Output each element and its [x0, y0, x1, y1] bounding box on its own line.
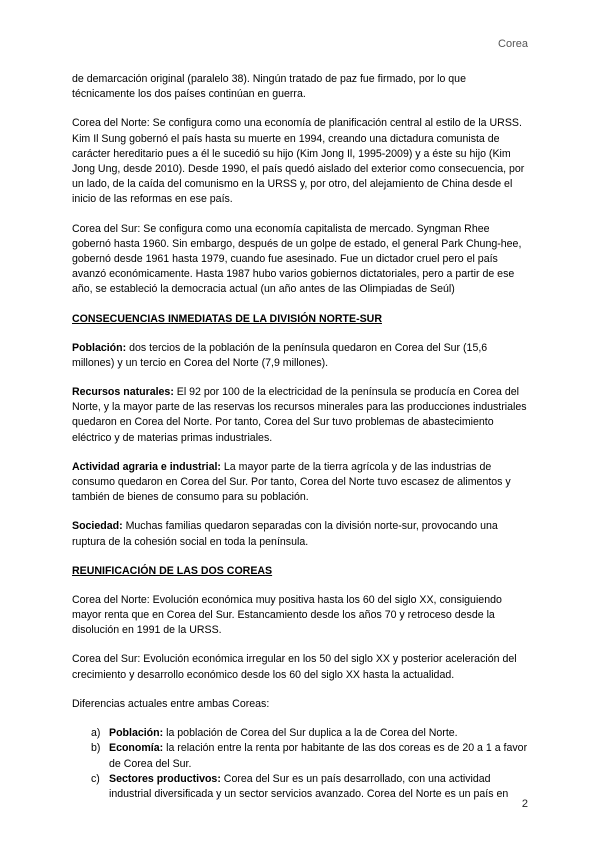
page-header-title: Corea	[498, 38, 528, 50]
item-sociedad	[72, 519, 528, 549]
list-item-text: Corea del Sur es un país desarrollado, con una actividad industrial diversificada y un sector servicios avanzado. Corea del Norte es un país en	[109, 772, 509, 800]
section-heading-reunificacion: REUNIFICACIÓN DE LAS DOS COREAS	[72, 564, 273, 577]
item-label: Sociedad:	[72, 520, 123, 533]
item-text: Muchas familias quedaron separadas con la división norte-sur, provocando una ruptura de la cohesión social en toda la península.	[72, 520, 498, 548]
item-recursos-naturales	[72, 385, 528, 446]
item-actividad-agraria	[72, 460, 528, 506]
list-item-label: Población:	[109, 727, 164, 740]
list-item	[72, 772, 528, 802]
list-item-label: Economía:	[109, 742, 164, 755]
item-label: Recursos naturales:	[72, 386, 174, 399]
paragraph-demarcation: de demarcación original (paralelo 38). Ningún tratado de paz fue firmado, por lo que técnicamente los dos países continúan en guerra.	[72, 73, 466, 101]
item-label: Actividad agraria e industrial:	[72, 460, 221, 473]
diferencias-list	[72, 726, 528, 802]
paragraph-evolucion-sur: Corea del Sur: Evolución económica irregular en los 50 del siglo XX y posterior aceleración del crecimiento y desarrollo económico desde los 60 del siglo XX hasta la actualidad.	[72, 653, 517, 681]
list-item-text: la relación entre la renta por habitante de las dos coreas es de 20 a 1 a favor de Corea del Sur.	[109, 742, 528, 770]
item-text: dos tercios de la población de la península quedaron en Corea del Sur (15,6 millones) y un tercio en Corea del Norte (7,9 millones).	[72, 341, 488, 369]
paragraph-diferencias-intro: Diferencias actuales entre ambas Coreas:	[72, 697, 270, 710]
list-item	[72, 726, 528, 741]
list-item-text: la población de Corea del Sur duplica a la de Corea del Norte.	[163, 727, 458, 740]
list-marker: c)	[91, 772, 100, 785]
item-label: Población:	[72, 341, 127, 354]
section-heading-consecuencias: CONSECUENCIAS INMEDIATAS DE LA DIVISIÓN NORTE-SUR	[72, 312, 382, 325]
list-marker: b)	[91, 742, 101, 755]
document-body	[72, 72, 528, 802]
paragraph-corea-norte: Corea del Norte: Se configura como una economía de planificación central al estilo de la URSS. Kim Il Sung gobernó el país hasta su muerte en 1994, creando una dictadura comunista de carácter hereditario pues a él le sucedió su hijo (Kim Jong Il, 1995-2009) y a éste su hijo (Kim Jong Ung, desde 2010). Desde 1990, el país quedó aislado del exterior como consecuencia, por un lado, de la caída del comunismo en la URSS y, por otro, del alejamiento de China desde el inicio de las reformas en ese país.	[72, 117, 525, 206]
page-number: 2	[521, 798, 528, 810]
item-poblacion	[72, 341, 528, 371]
list-item-label: Sectores productivos:	[109, 772, 221, 785]
item-text: El 92 por 100 de la electricidad de la península se producía en Corea del Norte, y la mayor parte de las reservas los recursos minerales para las producciones industriales quedaron en Corea del Norte. Por tanto, Corea del Sur tuvo problemas de abastecimiento eléctrico y de materias primas industriales.	[72, 386, 527, 444]
list-marker: a)	[91, 727, 101, 740]
paragraph-evolucion-norte: Corea del Norte: Evolución económica muy positiva hasta los 60 del siglo XX, consiguiendo mayor renta que en Corea del Sur. Estancamiento desde los años 70 y retroceso desde la disolución en 1991 de la URSS.	[72, 593, 502, 637]
paragraph-corea-sur: Corea del Sur: Se configura como una economía capitalista de mercado. Syngman Rhee gobernó hasta 1960. Sin embargo, después de un golpe de estado, el general Park Chung-hee, gobernó desde 1961 hasta 1979, cuando fue asesinado. Fue un dictador cruel pero el país avanzó económicamente. Hasta 1987 hubo varios gobiernos dictatoriales, pero a partir de ese año, se estableció la democracia actual (un año antes de las Olimpiadas de Seúl)	[72, 222, 522, 296]
list-item	[72, 741, 528, 771]
item-text: La mayor parte de la tierra agrícola y de las industrias de consumo quedaron en Corea del Sur. Por tanto, Corea del Norte tuvo escasez de alimentos y también de bienes de consumo para su población.	[72, 460, 511, 504]
